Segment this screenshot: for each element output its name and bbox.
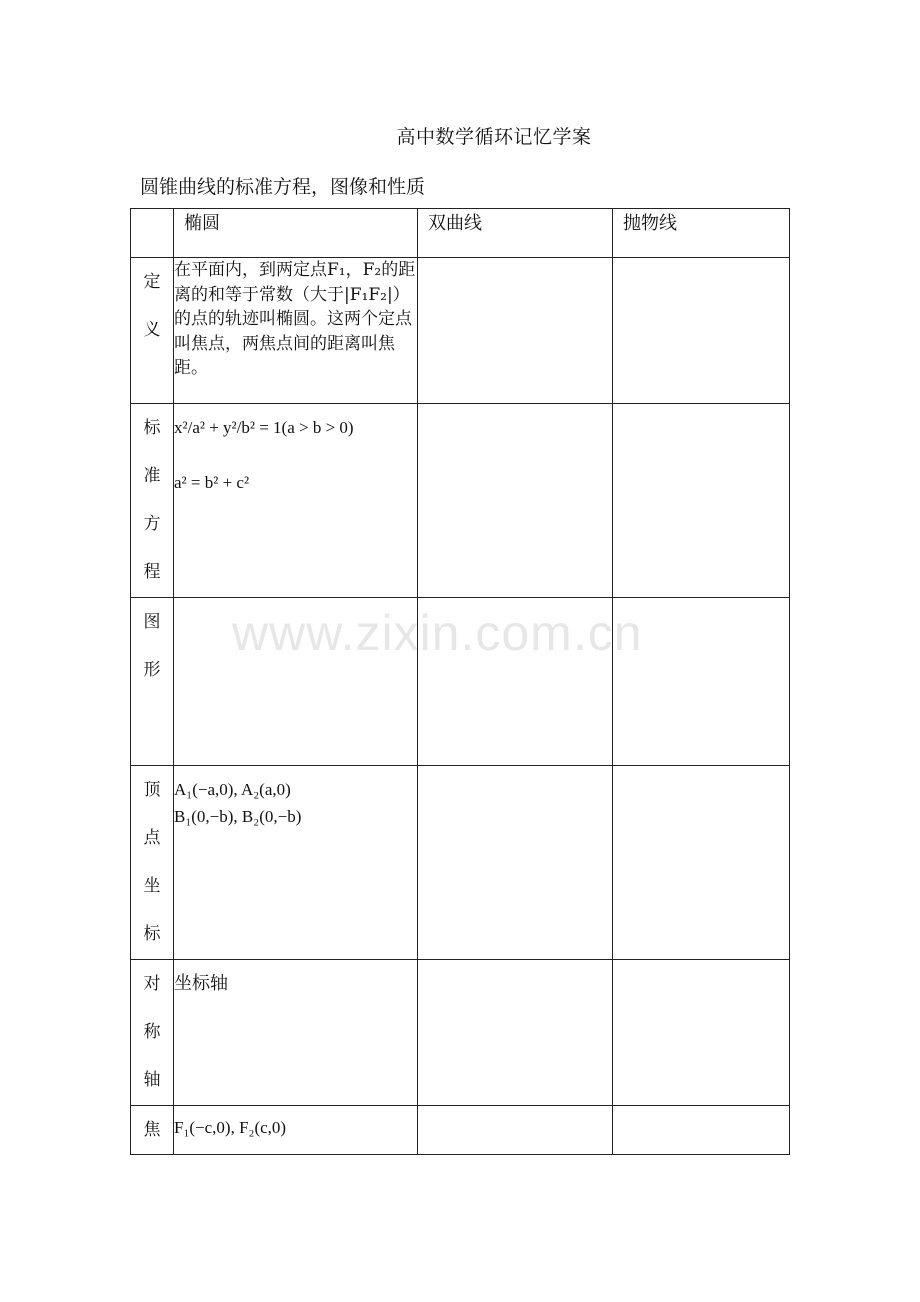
parabola-standard-equation — [613, 404, 790, 598]
page-title: 高中数学循环记忆学案 — [396, 126, 592, 148]
header-hyperbola: 双曲线 — [418, 209, 613, 258]
row-label-symmetry-axis: 对 称 轴 — [131, 960, 174, 1106]
section-subtitle: 圆锥曲线的标准方程，图像和性质 — [140, 176, 426, 198]
parabola-graph — [613, 598, 790, 766]
ellipse-vertices-b: B₁(0,−b), B₂(0,−b) — [174, 807, 302, 826]
row-focus — [131, 1106, 790, 1155]
ellipse-focus: F₁(−c,0), F₂(c,0) — [174, 1106, 418, 1155]
ellipse-equation: x²/a² + y²/b² = 1(a > b > 0) — [174, 418, 354, 437]
parabola-focus — [613, 1106, 790, 1155]
row-definition — [131, 258, 790, 404]
hyperbola-definition — [418, 258, 613, 404]
row-label-standard-equation: 标 准 方 程 — [131, 404, 174, 598]
conic-sections-table — [130, 208, 790, 1155]
hyperbola-standard-equation — [418, 404, 613, 598]
row-graph — [131, 598, 790, 766]
ellipse-graph — [174, 598, 418, 766]
ellipse-vertex-coordinates — [174, 766, 418, 960]
row-label-definition: 定 义 — [131, 258, 174, 404]
hyperbola-symmetry-axis — [418, 960, 613, 1106]
ellipse-symmetry-axis: 坐标轴 — [174, 960, 418, 1106]
ellipse-definition: 在平面内，到两定点F₁，F₂的距离的和等于常数（大于|F₁F₂|）的点的轨迹叫椭圆。这两个定点叫焦点，两焦点间的距离叫焦距。 — [174, 258, 418, 404]
parabola-symmetry-axis — [613, 960, 790, 1106]
header-corner — [131, 209, 174, 258]
row-label-graph: 图 形 — [131, 598, 174, 766]
row-label-vertex-coordinates: 顶 点 坐 标 — [131, 766, 174, 960]
parabola-vertex-coordinates — [613, 766, 790, 960]
table-header-row — [131, 209, 790, 258]
parabola-definition — [613, 258, 790, 404]
hyperbola-vertex-coordinates — [418, 766, 613, 960]
header-parabola: 抛物线 — [613, 209, 790, 258]
ellipse-abc-relation: a² = b² + c² — [174, 472, 250, 492]
ellipse-standard-equation — [174, 404, 418, 598]
header-ellipse: 椭圆 — [174, 209, 418, 258]
row-vertex-coordinates — [131, 766, 790, 960]
row-label-focus: 焦 — [131, 1106, 174, 1155]
hyperbola-focus — [418, 1106, 613, 1155]
watermark: www.zixin.com.cn — [232, 605, 643, 661]
hyperbola-graph — [418, 598, 613, 766]
row-standard-equation — [131, 404, 790, 598]
row-symmetry-axis — [131, 960, 790, 1106]
ellipse-vertices-a: A₁(−a,0), A₂(a,0) — [174, 780, 291, 799]
